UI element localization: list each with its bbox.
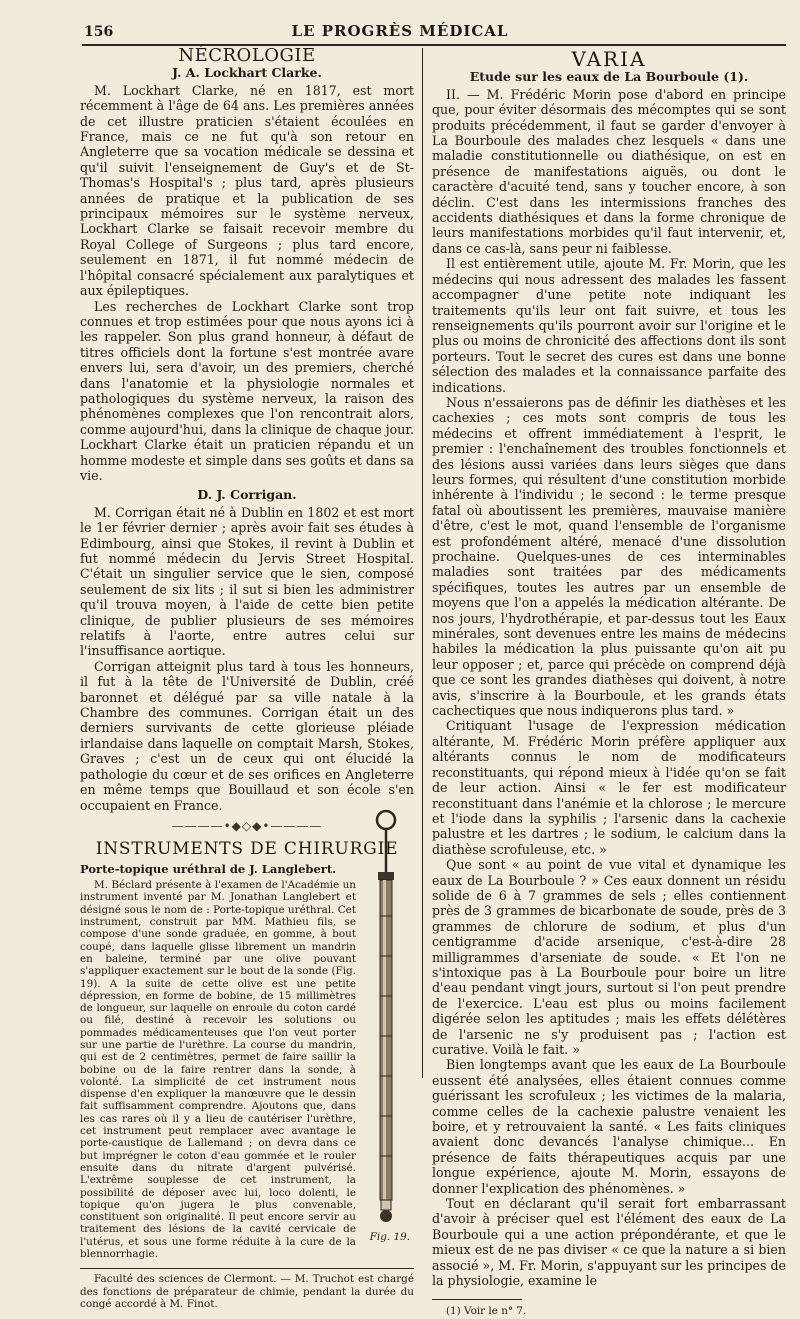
- varia-paragraph: Critiquant l'usage de l'expression médication altérante, M. Frédéric Morin préfère appliquer aux altérants connus le nom de modificateurs reconstituants, qui répond mieux à l'idée qu'on se fait de leur action. Ainsi « le fer est modificateur reconstituant dans l'anémie et la chlorose ; le mercure et l'iode dans la syphilis ; l'arsenic dans la cachexie palustre et les dartres ; le sodium, le calcium dans la diathèse scrofuleuse, etc. »: [432, 718, 786, 857]
- corrigan-paragraph-1: M. Corrigan était né à Dublin en 1802 et est mort le 1er février dernier ; après avoir fait ses études à Edimbourg, ainsi que Stokes, il revint à Dublin et fut nommé médecin du Jervis Street Hospital. C'était un singulier service que le sien, composé seulement de six lits ; il sut si bien les administrer qu'il trouva moyen, à l'aide de cette bien petite clinique, de publier plusieurs de ses mémoires relatifs à l'aorte, entre autres celui sur l'insuffisance aortique.: [80, 504, 414, 659]
- varia-paragraph: Nous n'essaierons pas de définir les diathèses et les cachexies ; ces mots sont compris de tous les médecins et offrent immédiatement à l'esprit, le premier : l'enchaînement des troubles fonctionnels et des lésions aussi variées dans leurs sièges que dans leurs formes, qui résultent d'une constitution morbide inhérente à l'individu ; le second : le terme presque fatal où aboutissent les premières, mauvaise manière d'être, c'est le mot, quand l'ensemble de l'organisme est profondément altéré, menacé d'une dissolution prochaine. Quelques-unes de ces interminables maladies sont traitées par des médicaments spécifiques, toutes les autres par un ensemble de moyens que l'on a appelés la médication altérante. De nos jours, l'hydrothérapie, et par-dessus tout les Eaux minérales, sont devenues entre les mains de médecins habiles la médication la plus puissante qu'on ait pu leur opposer ; et, parce qui précède on comprend déjà que ce sont les grandes diathèses qui doivent, à notre avis, s'inscrire à la Bourboule, et les grands états cachectiques que nous indiquerons plus tard. »: [432, 394, 786, 719]
- page-number: 156: [84, 24, 114, 40]
- clarke-subtitle: J. A. Lockhart Clarke.: [172, 65, 322, 81]
- clarke-paragraph-2: Les recherches de Lockhart Clarke sont trop connues et trop estimées pour que nous ayons ici à les rappeler. Son plus grand honneur, à défaut de titres officiels dont la fortune s'est montrée avare envers lui, sera d'avoir, un des premiers, cherché dans l'anatomie et la physiologie normales et pathologiques du système nerveux, la raison des phénomènes complexes que l'on rencontrait alors, comme aujourd'hui, dans la clinique de chaque jour. Lockhart Clarke était un praticien répandu et un homme modeste et simple dans ses goûts et dans sa vie.: [80, 298, 414, 483]
- right-column: [432, 48, 786, 1319]
- varia-title: VARIA: [571, 47, 647, 71]
- clarke-paragraph-1: M. Lockhart Clarke, né en 1817, est mort récemment à l'âge de 64 ans. Les premières années de cet illustre praticien s'étaient écoulées en France, mais ce ne fut qu'à son retour en Angleterre que sa vocation médicale se dessina et qu'il suivit l'enseignement de Guy's et de St-Thomas's Hospital's ; plus tard, après plusieurs années de pratique et la publication de ses principaux mémoires sur le système nerveux, Lockhart Clarke se faisait recevoir membre du Royal College of Surgeons ; plus tard encore, seulement en 1871, il fut nommé médecin de l'hôpital consacré spécialement aux paralytiques et aux épileptiques.: [80, 82, 414, 299]
- instruments-title: INSTRUMENTS DE CHIRURGIE: [95, 839, 399, 860]
- instrument-subtitle: Porte-topique uréthral de J. Langlebert.: [80, 861, 337, 876]
- footnote-rule: [432, 1299, 522, 1300]
- corrigan-subtitle: D. J. Corrigan.: [197, 487, 297, 503]
- footnote: (1) Voir le n° 7.: [446, 1304, 527, 1317]
- varia-paragraph: II. — M. Frédéric Morin pose d'abord en principe que, pour éviter désormais des mécomptes qui se sont produits précédemment, il faut se garder d'envoyer à La Bourboule des malades chez lesquels « dans une maladie constitutionnelle ou diathésique, on est en présence de manifestations aiguës, ou dont le caractère d'acuité tend, sans y toucher encore, à son déclin. C'est dans les intermissions franches des accidents diathésiques et dans la forme chronique de leurs manifestations morbides qu'il faut intervenir, et, dans ce cas-là, sans peur ni faiblesse.: [432, 86, 786, 256]
- section-ornament: ————•◆◇◆•————: [171, 818, 323, 833]
- corrigan-paragraph-2: Corrigan atteignit plus tard à tous les honneurs, il fut à la tête de l'Université de Dublin, créé baronnet et délégué par sa ville natale à la Chambre des communes. Corrigan était un des derniers survivants de cette glorieuse pléiade irlandaise dans laquelle on comptait Marsh, Stokes, Graves ; c'est un de ceux qui ont élucidé la pathologie du cœur et de ses orifices en Angleterre en même temps que Bouillaud et son école s'en occupaient en France.: [80, 658, 414, 813]
- necrologie-title: NÉCROLOGIE: [178, 45, 316, 66]
- figure-caption: Fig. 19.: [369, 1231, 410, 1244]
- instrument-section: [80, 862, 414, 1261]
- notice-rule: [80, 1268, 414, 1269]
- figure-19: [362, 806, 414, 1246]
- journal-title: LE PROGRÈS MÉDICAL: [291, 22, 509, 40]
- varia-paragraph: Que sont « au point de vue vital et dynamique les eaux de La Bourboule ? » Ces eaux donnent un résidu solide de 6 à 7 grammes de sels ; elles contiennent près de 3 grammes de bicarbonate de soude, près de 3 grammes de chlorure de sodium, et plus d'un centigramme d'acide arsenique, c'est-à-dire 28 milligrammes d'arseniate de soude. « Et l'on ne s'intoxique pas à La Bourboule pour boire un litre d'eau pendant vingt jours, surtout si l'on peut prendre de l'exercice. L'eau est plus ou moins facilement digérée selon les aptitudes ; mais les effets délétères de l'arsenic ne s'y produisent pas ; l'action est curative. Voilà le fait. »: [432, 857, 786, 1057]
- instrument-description: M. Béclard présente à l'examen de l'Académie un instrument inventé par M. Jonathan Langlebert et désigné sous le nom de : Porte-topique uréthral. Cet instrument, construit par MM. Mathieu fils, se compose d'une sonde graduée, en gomme, à bout coupé, dans laquelle glisse librement un mandrin en baleine, terminé par une olive pouvant s'appliquer exactement sur le bout de la sonde (Fig. 19). A la suite de cette olive est une petite dépression, en forme de bobine, de 15 millimètres de longueur, sur laquelle on enroule du coton cardé ou filé, destiné à recevoir les solutions ou pommades médicamenteuses que l'on veut porter sur une partie de l'urèthre. La course du mandrin, qui est de 2 centimètres, permet de faire saillir la bobine ou de la faire rentrer dans la sonde, à volonté. La simplicité de cet instrument nous dispense d'en expliquer la manœuvre que le dessin fait suffisamment comprendre. Ajoutons que, dans les cas rares où il y a lieu de cautériser l'urèthre, cet instrument peut remplacer avec avantage le porte-caustique de Lallemand ; on devra dans ce but imprégner le coton d'eau gommée et le rouler ensuite dans du nitrate d'argent pulvérisé. L'extrême souplesse de cet instrument, la possibilité de déposer avec lui, loco dolenti, le topique qu'on jugera le plus convenable, constituent son originalité. Il peut encore servir au traitement des lésions de la cavité cervicale de l'utérus, et sous une forme réduite à la cure de la blennorrhagie.: [80, 879, 356, 1261]
- left-column: [80, 45, 414, 1310]
- varia-paragraph: Il est entièrement utile, ajoute M. Fr. Morin, que les médecins qui nous adressent des malades les fassent accompagner d'une petite note indiquant les traitements qu'ils leur ont fait suivre, et tous les renseignements qu'ils pourront avoir sur l'origine et le plus ou moins de chronicité des affections dont ils sont porteurs. Tout le secret des cures est dans une bonne sélection des malades et la connaissance parfaite des indications.: [432, 256, 786, 395]
- varia-subtitle: Etude sur les eaux de La Bourboule (1).: [469, 69, 749, 85]
- urethral-topique-drawing: [362, 806, 414, 1226]
- varia-paragraph: Bien longtemps avant que les eaux de La Bourboule eussent été analysées, elles étaient connues comme guérissant les scrofuleux ; les victimes de la malaria, comme celles de la cachexie palustre venaient les boire, et y retrouvaient la santé. « Les faits cliniques avaient donc devancés l'analyse chimique... En présence de faits thérapeutiques acquis par une longue expérience, ajoute M. Morin, essayons de donner l'explication des phénomènes. »: [432, 1057, 786, 1196]
- faculty-notice: Faculté des sciences de Clermont. — M. Truchot est chargé des fonctions de préparateur de chimie, pendant la durée du congé accordé à M. Finot.: [80, 1273, 414, 1310]
- column-divider: [422, 48, 423, 1078]
- varia-paragraph: Tout en déclarant qu'il serait fort embarrassant d'avoir à préciser quel est l'élément des eaux de La Bourboule qui a une action prépondérante, et que le mieux est de ne pas diviser « ce que la nature a si bien associé », M. Fr. Morin, s'appuyant sur les principes de la physiologie, examine le: [432, 1196, 786, 1289]
